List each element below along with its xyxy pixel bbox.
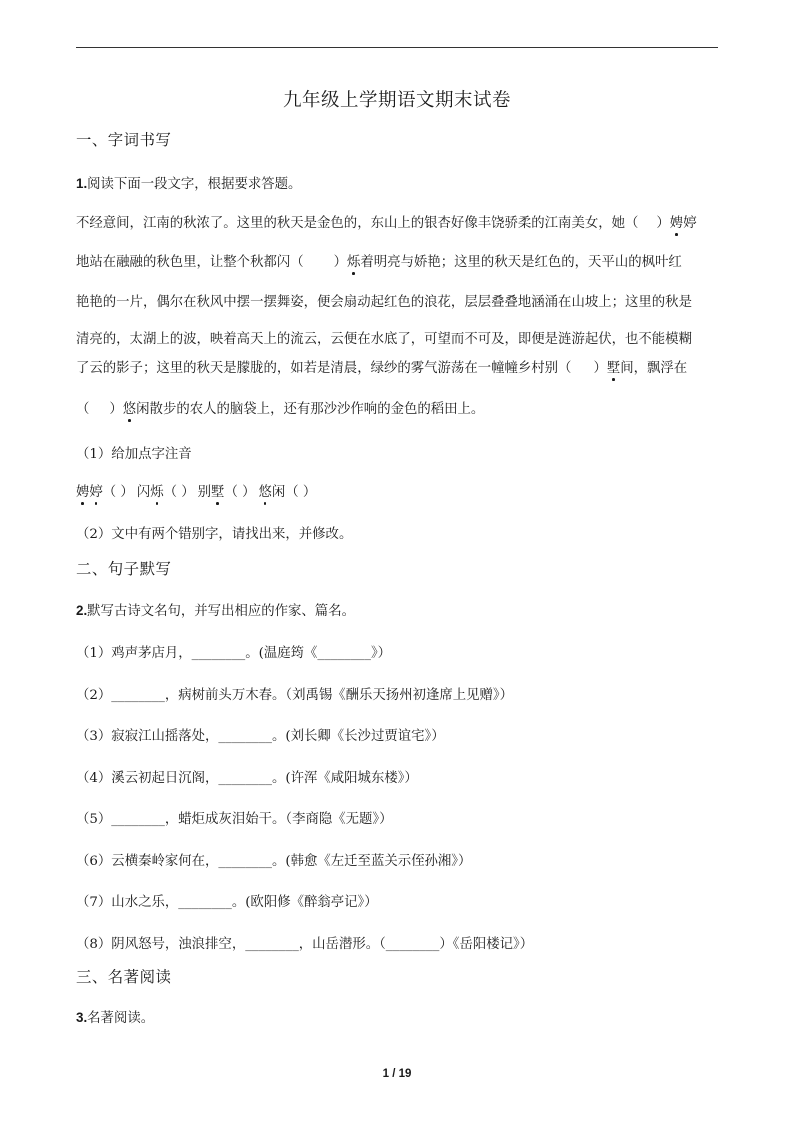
question-number: 1. [76, 176, 88, 191]
pinyin-item: 娉婷（ ） [76, 485, 134, 500]
dotted-char: 娉 [670, 212, 683, 231]
sub-question-1: （1）给加点字注音 [76, 447, 192, 462]
dotted-char: 墅 [607, 357, 620, 376]
question-number: 2. [76, 603, 88, 618]
section-heading-3: 三、名著阅读 [76, 968, 172, 986]
pinyin-item: 悠闲（ ） [258, 485, 316, 500]
question-text: 名著阅读。 [87, 1011, 155, 1026]
header-rule [76, 47, 718, 48]
dotted-char: 悠 [123, 398, 136, 417]
pinyin-row [76, 481, 316, 500]
pinyin-item: 别墅（ ） [198, 485, 256, 500]
passage-line: 地站在融融的秋色里，让整个秋都闪（ ）烁着明亮与娇艳；这里的秋天是红色的，天平山的枫叶红 [76, 251, 682, 270]
document-title: 九年级上学期语文期末试卷 [282, 90, 511, 111]
recitation-item: （3）寂寂江山摇落处，________。(刘长卿《长沙过贾谊宅》） [76, 729, 445, 744]
question-3 [76, 1007, 154, 1026]
passage-line: 清亮的，太湖上的波，映着高天上的流云，云便在水底了，可望而不可及，即便是涟游起伏，也不能模糊 [76, 332, 692, 347]
pinyin-blank[interactable]: （ ） [285, 485, 317, 500]
section-heading-2: 二、句子默写 [76, 560, 172, 578]
recitation-item: （6）云横秦岭家何在，________。(韩愈《左迁至蓝关示侄孙湘》） [76, 854, 472, 869]
pinyin-blank[interactable]: （ ） [224, 485, 256, 500]
recitation-item: （4）溪云初起日沉阁，________。(许浑《咸阳城东楼》） [76, 771, 418, 786]
recitation-item: （2）________，病树前头万木春。（刘禹锡《酬乐天扬州初逢席上见赠》） [76, 688, 514, 703]
recitation-item: （7）山水之乐，________。(欧阳修《醉翁亭记》） [76, 895, 378, 910]
question-text: 默写古诗文名句，并写出相应的作家、篇名。 [87, 604, 355, 619]
pinyin-blank[interactable]: （ ） [163, 485, 195, 500]
passage-line: 艳艳的一片，偶尔在秋风中摆一摆舞姿，便会扇动起红色的浪花，层层叠叠地涵涌在山坡上；这里的秋是 [76, 295, 692, 310]
page-number: 1 / 19 [382, 1068, 412, 1080]
sub-question-2: （2）文中有两个错别字，请找出来，并修改。 [76, 527, 353, 542]
question-number: 3. [76, 1010, 88, 1025]
passage-line: 不经意间，江南的秋浓了。这里的秋天是金色的，东山上的银杏好像丰饶骄柔的江南美女，她（ ）娉婷 [76, 212, 697, 231]
dotted-char: 烁 [347, 251, 360, 270]
pinyin-blank[interactable]: （ ） [102, 485, 134, 500]
recitation-item: （8）阴风怒号，浊浪排空，________，山岳潜形。（________）《岳阳楼记》） [76, 937, 534, 952]
question-1 [76, 173, 301, 192]
pinyin-item: 闪烁（ ） [137, 485, 195, 500]
section-heading-1: 一、字词书写 [76, 131, 172, 149]
recitation-item: （5）________，蜡炬成灰泪始干。（李商隐《无题》） [76, 812, 393, 827]
passage-line: （ ）悠闲散步的农人的脑袋上，还有那沙沙作响的金色的稻田上。 [76, 398, 484, 417]
question-text: 阅读下面一段文字，根据要求答题。 [87, 177, 302, 192]
question-2 [76, 600, 355, 619]
passage-line: 了云的影子；这里的秋天是朦胧的，如若是清晨，绿纱的雾气游荡在一幢幢乡村别（ ）墅间，飘浮在 [76, 357, 687, 376]
recitation-item: （1）鸡声茅店月，________。(温庭筠《________》） [76, 646, 392, 661]
